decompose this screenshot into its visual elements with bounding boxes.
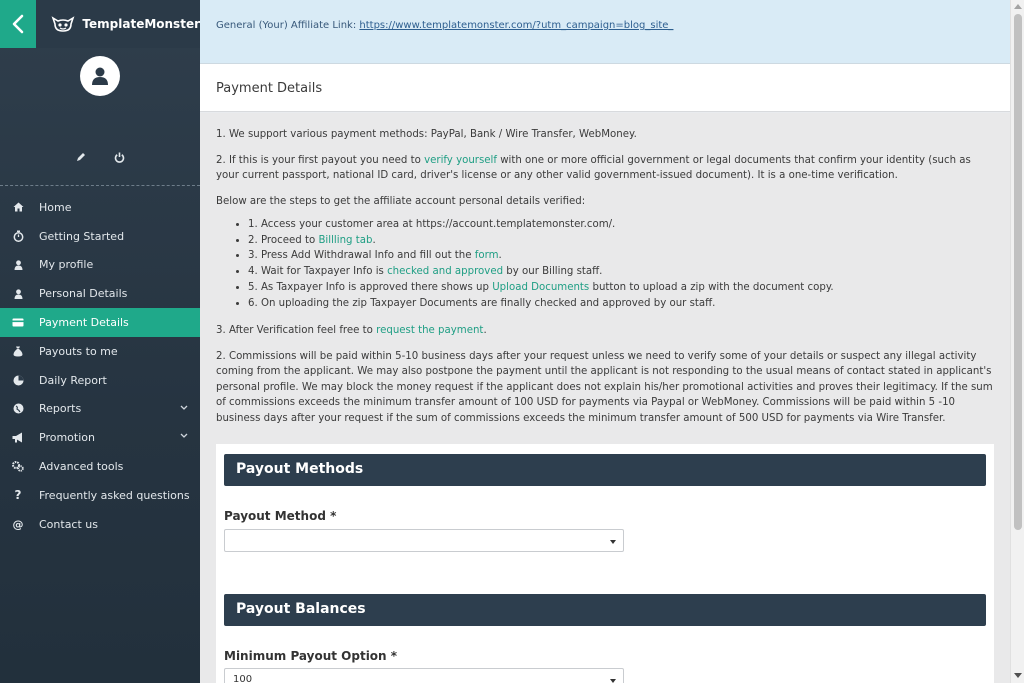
info-paragraph — [216, 323, 994, 339]
scroll-down-icon[interactable] — [1014, 673, 1022, 678]
sidebar-item-label: Reports — [39, 402, 82, 416]
dropdown-caret-icon — [610, 679, 616, 683]
upload-documents-link[interactable]: Upload Documents — [492, 281, 590, 293]
list-item — [248, 264, 994, 280]
sidebar-item-home[interactable] — [0, 193, 200, 222]
payout-form — [216, 444, 994, 683]
sidebar-item-payment-details[interactable] — [0, 308, 200, 337]
user-avatar-icon — [89, 65, 111, 87]
user-icon — [12, 288, 24, 300]
page-title: Payment Details — [216, 81, 323, 96]
avatar-section — [0, 48, 200, 140]
payout-balances-header: Payout Balances — [224, 594, 986, 626]
payout-methods-header: Payout Methods — [224, 454, 986, 486]
payout-method-label: Payout Method * — [224, 509, 337, 523]
text: 2. Proceed to — [248, 234, 319, 246]
scroll-thumb[interactable] — [1014, 14, 1022, 530]
page-header — [200, 64, 1010, 112]
text: by our Billing staff. — [503, 266, 603, 278]
sidebar-item-daily-report[interactable] — [0, 366, 200, 395]
info-paragraph: 2. Commissions will be paid within 5-10 business days after your request unless we need to verify some of your details or suspect any illegal activity coming from the applicant. We may also postpone the payment until the applicant is not responding to the usual means of contact stated in applicant's personal profile. We may block the money request if the applicant does not explain his/her promotional activities and proves their legitimacy. If the sum of commissions exceeds the minimum transfer amount of 100 USD for payments via Paypal or WebMoney. Commissions will be paid within 5 -10 business days after your request if the sum of commissions exceeds the minimum transfer amount of 500 USD for payments via Wire Transfer. — [216, 350, 993, 424]
pencil-icon[interactable] — [76, 152, 86, 162]
text: 2. If this is your first payout you need to — [216, 154, 425, 166]
sidebar-item-advanced-tools[interactable] — [0, 452, 200, 481]
vertical-scrollbar[interactable] — [1010, 0, 1024, 683]
text: 3. Press Add Withdrawal Info and fill out the — [248, 250, 475, 262]
text: . — [483, 325, 487, 337]
sidebar-item-personal-details[interactable] — [0, 279, 200, 308]
request-payment-link[interactable]: request the payment — [376, 325, 484, 337]
sidebar-item-my-profile[interactable] — [0, 251, 200, 280]
sidebar-item-label: Contact us — [39, 517, 98, 531]
user-icon — [12, 259, 24, 271]
info-paragraph: 1. We support various payment methods: PayPal, Bank / Wire Transfer, WebMoney. — [216, 129, 637, 140]
steps-intro: Below are the steps to get the affiliate account personal details verified: — [216, 195, 586, 207]
list-item — [248, 248, 994, 264]
sidebar-item-faq[interactable] — [0, 481, 200, 510]
chevron-down-icon — [180, 405, 188, 410]
power-icon[interactable] — [114, 152, 125, 163]
chevron-left-icon — [11, 14, 25, 34]
scroll-up-icon[interactable] — [1014, 4, 1022, 9]
list-item: • 6. On uploading the zip Taxpayer Documents are finally checked and approved by our staff. — [248, 296, 994, 312]
question-icon: ? — [14, 488, 22, 503]
sidebar-divider — [0, 185, 200, 186]
sidebar-item-label: Promotion — [39, 431, 95, 445]
chevron-down-icon — [180, 433, 188, 438]
dropdown-caret-icon — [610, 540, 616, 544]
avatar[interactable] — [80, 56, 120, 96]
credit-card-icon — [12, 317, 24, 329]
sidebar-item-label: Daily Report — [39, 373, 107, 387]
home-icon — [12, 201, 24, 213]
sidebar-item-getting-started[interactable] — [0, 222, 200, 251]
sidebar-item-label: Home — [39, 200, 72, 214]
sidebar-item-label: Getting Started — [39, 229, 125, 243]
text: . — [498, 250, 502, 262]
affiliate-bar — [200, 0, 1010, 64]
info-paragraph — [216, 153, 994, 184]
sidebar-item-contact-us[interactable] — [0, 510, 200, 539]
list-item — [248, 280, 994, 296]
billing-tab-link[interactable]: Billling tab — [318, 234, 373, 246]
text: with one or more official government or legal documents that confirm your identity (such as your current passport, national ID card, driver's license or any other valid government-issued document). It is a one-time verification. — [216, 154, 971, 181]
sidebar — [0, 0, 200, 683]
sidebar-item-promotion[interactable] — [0, 423, 200, 452]
stopwatch-icon — [12, 230, 24, 242]
main-content — [200, 113, 1010, 683]
affiliate-link[interactable]: https://www.templatemonster.com/?utm_campaign=blog_site_ — [359, 20, 674, 31]
sidebar-item-payouts-to-me[interactable] — [0, 337, 200, 366]
list-item — [248, 233, 994, 249]
text: 4. Wait for Taxpayer Info is — [248, 266, 388, 278]
back-button[interactable] — [0, 0, 36, 48]
brand-name: TemplateMonster — [82, 17, 200, 31]
min-payout-label: Minimum Payout Option * — [224, 648, 398, 663]
gears-icon — [12, 461, 24, 473]
sidebar-item-label: Frequently asked questions — [39, 488, 190, 502]
min-payout-select[interactable] — [224, 668, 624, 683]
form-link[interactable]: form — [474, 250, 499, 262]
brand-logo[interactable] — [36, 0, 200, 48]
sidebar-item-label: Payment Details — [39, 316, 129, 330]
sidebar-item-label: My profile — [39, 258, 94, 272]
affiliate-link-row — [216, 20, 673, 31]
text: 3. After Verification feel free to — [216, 325, 377, 337]
text: 5. As Taxpayer Info is approved there shows up — [248, 281, 493, 293]
sidebar-header — [0, 0, 200, 48]
checked-approved-link[interactable]: checked and approved — [387, 266, 504, 278]
affiliate-link-label: General (Your) Affiliate Link: — [216, 20, 357, 31]
sidebar-item-label: Advanced tools — [39, 460, 124, 474]
sidebar-item-label: Personal Details — [39, 287, 128, 301]
sidebar-item-reports[interactable] — [0, 395, 200, 424]
bullhorn-icon — [12, 432, 24, 444]
text: . — [372, 234, 376, 246]
at-icon: @ — [12, 517, 24, 531]
min-payout-value: 100 — [233, 674, 253, 683]
money-bag-icon — [12, 345, 24, 357]
text: button to upload a zip with the document copy. — [589, 281, 834, 293]
sidebar-item-label: Payouts to me — [39, 344, 118, 358]
pie-chart-icon — [12, 374, 24, 386]
verification-steps — [216, 217, 994, 311]
list-item: • 1. Access your customer area at https://account.templatemonster.com/. — [248, 217, 994, 233]
verify-yourself-link[interactable]: verify yourself — [424, 154, 497, 166]
payout-method-select[interactable] — [224, 529, 624, 552]
globe-icon — [12, 403, 24, 415]
profile-tools — [0, 140, 200, 185]
monster-logo-icon — [50, 14, 76, 34]
